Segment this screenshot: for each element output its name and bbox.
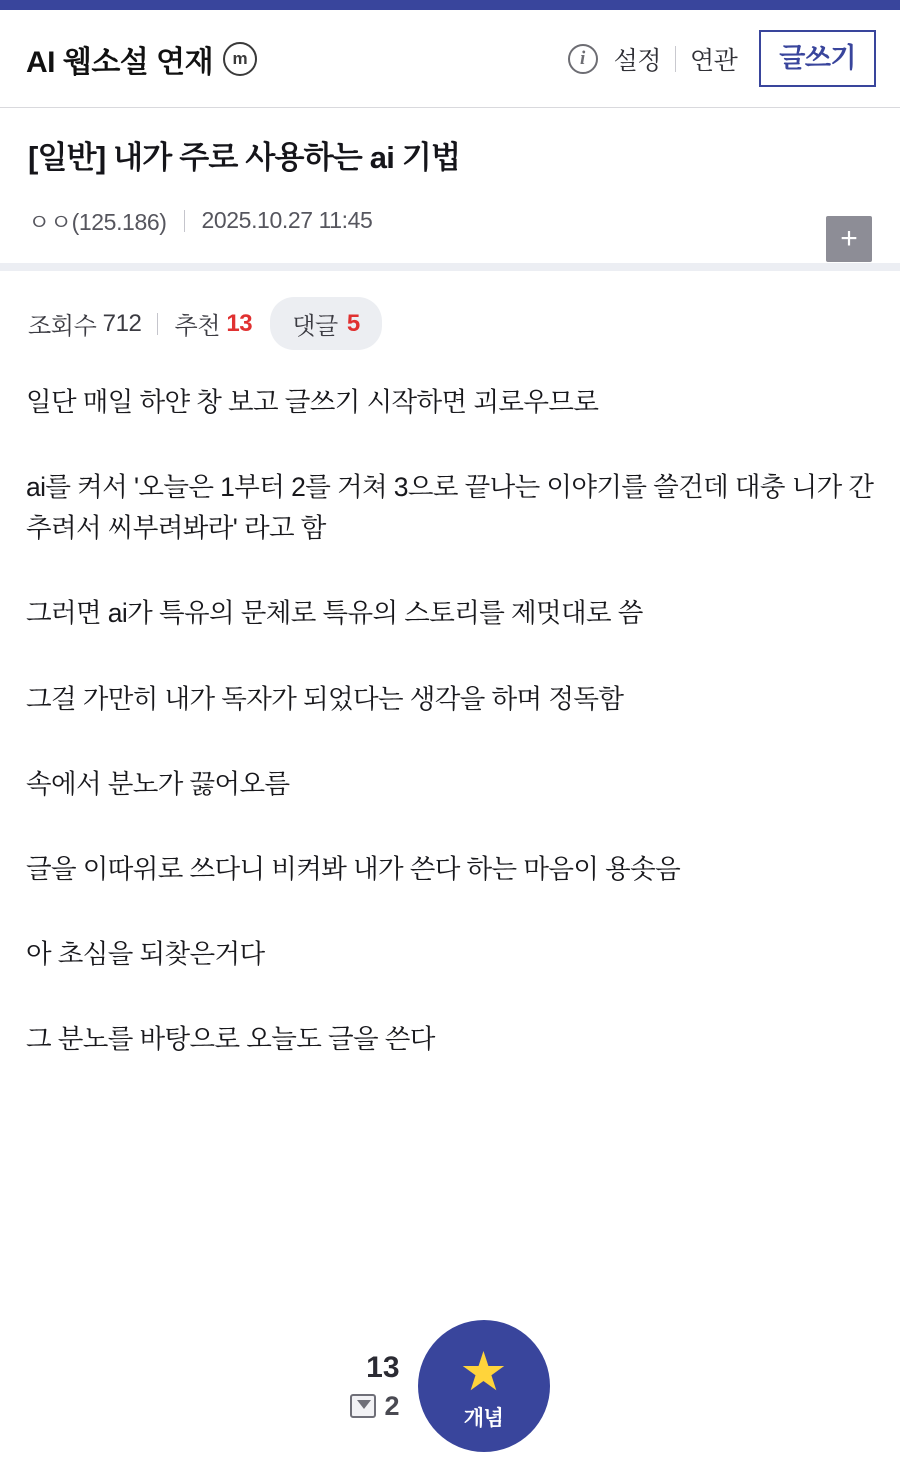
header-actions xyxy=(568,30,876,87)
post-paragraph: 그러면 ai가 특유의 문체로 특유의 스토리를 제멋대로 씀 xyxy=(26,598,643,629)
info-icon[interactable]: i xyxy=(568,44,598,74)
post-paragraph: 그 분노를 바탕으로 오늘도 글을 쓴다 xyxy=(26,1023,435,1054)
comment-label: 댓글 xyxy=(292,313,338,341)
thumbs-down-icon xyxy=(350,1394,376,1418)
gallery-badge-icon: m xyxy=(223,42,257,76)
post-paragraph: ai를 켜서 '오늘은 1부터 2를 거쳐 3으로 끝나는 이야기를 쓸건데 대충 니가 간추려서 씨부려봐라' 라고 함 xyxy=(26,472,874,544)
stats-divider xyxy=(157,313,158,335)
downvote-row xyxy=(350,1392,399,1420)
post-paragraph: 그걸 가만히 내가 독자가 되었다는 생각을 하며 정독함 xyxy=(26,683,624,714)
brand-title: AI 웹소설 연재 xyxy=(26,45,214,79)
meta-divider xyxy=(184,210,185,232)
post-datetime: 2025.10.27 11:45 xyxy=(201,207,373,234)
site-header xyxy=(0,10,900,108)
post-meta xyxy=(28,204,872,237)
header-divider xyxy=(675,46,676,72)
page-title: [일반] 내가 주로 사용하는 ai 기법 xyxy=(28,140,461,175)
add-button[interactable]: + xyxy=(826,216,872,262)
recommend-count: 13 xyxy=(226,309,253,337)
write-post-button[interactable]: 글쓰기 xyxy=(759,30,876,87)
comment-count-pill[interactable] xyxy=(270,297,382,350)
views-count: 712 xyxy=(102,309,142,337)
recommend-counts xyxy=(350,1352,399,1420)
recommend-label: 추천 xyxy=(174,313,221,341)
recommend-widget xyxy=(0,1320,900,1452)
downvote-count: 2 xyxy=(384,1390,400,1421)
related-link[interactable]: 연관 xyxy=(689,46,738,75)
status-bar-strip xyxy=(0,0,900,10)
comment-count: 5 xyxy=(346,309,360,337)
post-paragraph: 아 초심을 되찾은거다 xyxy=(26,938,265,969)
post-paragraph: 글을 이따위로 쓰다니 비켜봐 내가 쓴다 하는 마음이 용솟음 xyxy=(26,853,681,884)
recommend-button[interactable] xyxy=(418,1320,550,1452)
post-paragraph: 일단 매일 하얀 창 보고 글쓰기 시작하면 괴로우므로 xyxy=(26,387,599,418)
post-paragraph: 속에서 분노가 끓어오름 xyxy=(26,768,290,799)
post-content xyxy=(0,360,900,1060)
post-stats xyxy=(0,271,900,360)
upvote-count: 13 xyxy=(366,1351,400,1385)
brand[interactable] xyxy=(26,37,257,81)
star-icon: ★ xyxy=(459,1341,508,1402)
settings-link[interactable]: 설정 xyxy=(613,46,661,75)
recommend-button-label: 개념 xyxy=(463,1406,504,1430)
post-header xyxy=(0,108,900,271)
post-author[interactable]: ㅇㅇ(125.186) xyxy=(28,209,167,236)
views-label: 조회수 xyxy=(28,313,97,341)
